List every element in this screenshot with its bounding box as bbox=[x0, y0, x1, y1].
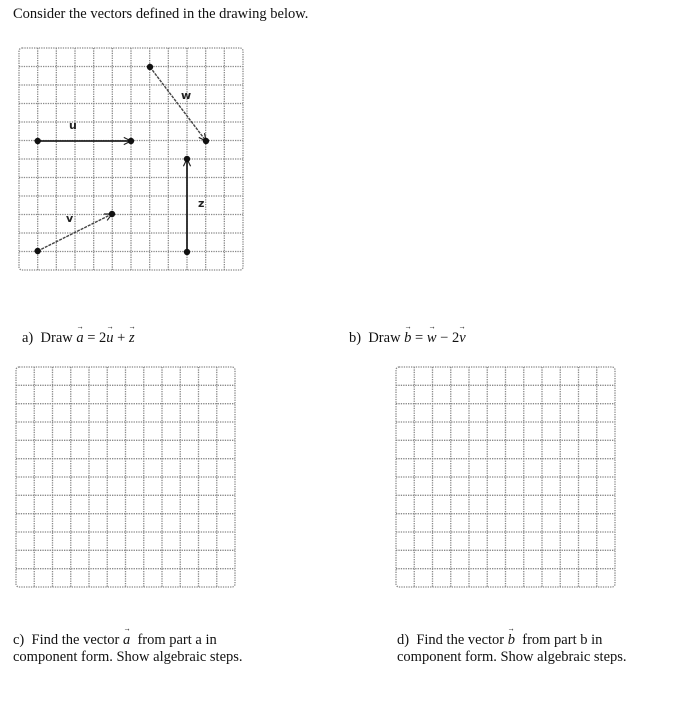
vector-a-symbol: → a bbox=[123, 632, 130, 649]
vector-u-symbol: → u bbox=[106, 330, 113, 347]
vector-w-symbol: → w bbox=[427, 330, 437, 347]
equals-sign: = bbox=[411, 330, 427, 346]
part-c-line1-suffix: from part a in bbox=[130, 632, 217, 648]
vector-w-label: w bbox=[181, 89, 192, 102]
vector-a-symbol: → a bbox=[76, 330, 83, 347]
part-d-line2: component form. Show algebraic steps. bbox=[397, 649, 627, 665]
vector-z bbox=[184, 156, 205, 255]
vector-z-label: z bbox=[198, 197, 205, 210]
intro-text: Consider the vectors defined in the drawing below. bbox=[13, 6, 309, 22]
vector-v-symbol: → v bbox=[459, 330, 465, 347]
part-b-prompt bbox=[349, 330, 466, 347]
part-b-prefix: b) Draw bbox=[349, 330, 405, 346]
vector-b-symbol: → b bbox=[508, 632, 515, 649]
minus-2: − 2 bbox=[436, 330, 460, 346]
part-d-line1-suffix: from part b in bbox=[515, 632, 603, 648]
vector-z-symbol: → z bbox=[129, 330, 135, 347]
part-a-prefix: a) Draw bbox=[22, 330, 77, 346]
equals-2: = 2 bbox=[83, 330, 107, 346]
answer-grid-b[interactable] bbox=[396, 367, 615, 587]
reference-grid bbox=[19, 48, 243, 270]
part-c-line2: component form. Show algebraic steps. bbox=[13, 649, 243, 665]
part-c-prompt bbox=[13, 632, 243, 666]
part-a-prompt bbox=[22, 330, 135, 347]
vector-u-label: u bbox=[69, 119, 77, 132]
part-c-line1-prefix: c) Find the vector bbox=[13, 632, 123, 648]
vector-v-label: v bbox=[66, 212, 74, 225]
plus-sign: + bbox=[113, 330, 129, 346]
vector-b-symbol: → b bbox=[404, 330, 411, 347]
answer-grid-a[interactable] bbox=[16, 367, 235, 587]
vector-u bbox=[35, 119, 135, 144]
part-d-prompt bbox=[397, 632, 627, 666]
part-d-line1-prefix: d) Find the vector bbox=[397, 632, 508, 648]
